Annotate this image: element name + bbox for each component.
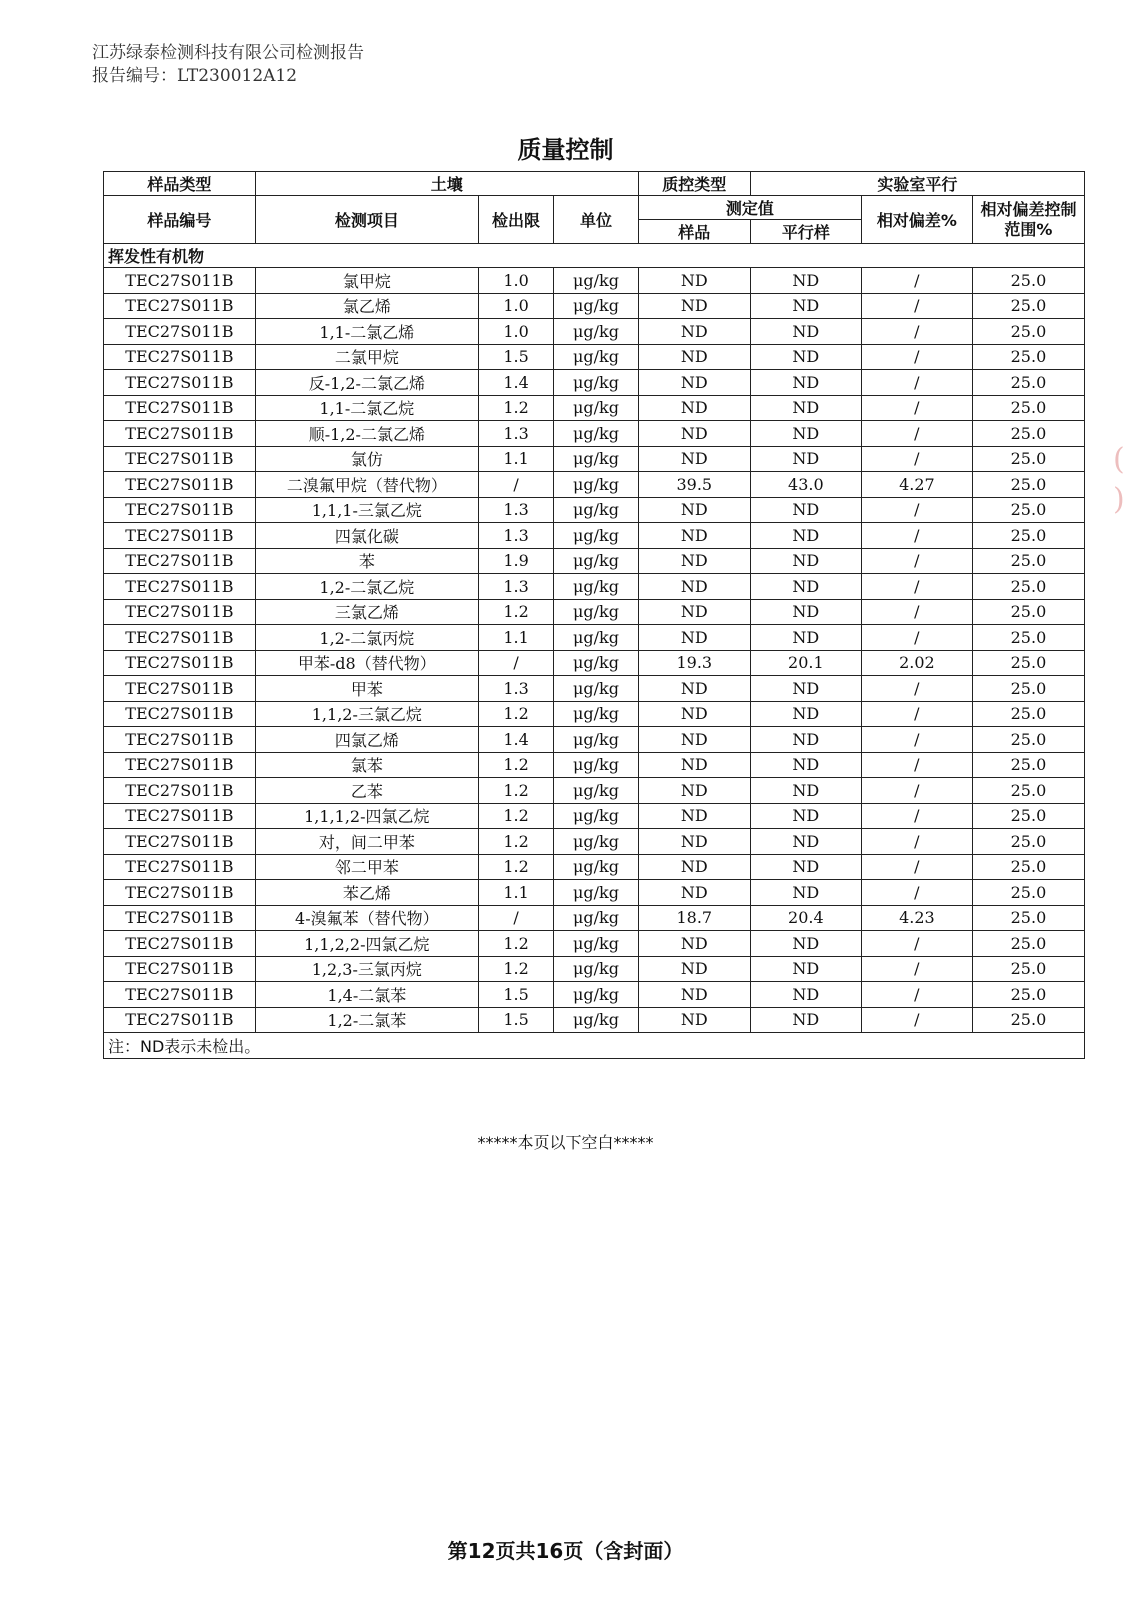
cell-item: 1,4-二氯苯 (255, 982, 478, 1008)
blank-below-note: *****本页以下空白***** (477, 1133, 654, 1152)
table-row (104, 344, 1085, 370)
table-row (104, 395, 1085, 421)
cell-parallel: ND (750, 778, 861, 804)
cell-limit: 1.3 (478, 421, 553, 447)
table-row (104, 778, 1085, 804)
cell-rd: / (861, 319, 972, 345)
cell-unit: μg/kg (554, 650, 639, 676)
table-row (104, 701, 1085, 727)
cell-id: TEC27S011B (104, 727, 256, 753)
cell-limit: 1.0 (478, 319, 553, 345)
table-row (104, 472, 1085, 498)
cell-rd: / (861, 931, 972, 957)
cell-range: 25.0 (972, 829, 1084, 855)
cell-item: 邻二甲苯 (255, 854, 478, 880)
cell-unit: μg/kg (554, 905, 639, 931)
cell-sample: 39.5 (638, 472, 750, 498)
company-name: 江苏绿泰检测科技有限公司检测报告 (92, 43, 364, 63)
cell-item: 四氯化碳 (255, 523, 478, 549)
cell-id: TEC27S011B (104, 1007, 256, 1033)
cell-id: TEC27S011B (104, 625, 256, 651)
cell-rd: / (861, 344, 972, 370)
cell-range: 25.0 (972, 268, 1084, 294)
cell-id: TEC27S011B (104, 548, 256, 574)
cell-unit: μg/kg (554, 497, 639, 523)
table-row (104, 293, 1085, 319)
table-row (104, 880, 1085, 906)
cell-parallel: ND (750, 829, 861, 855)
sample-type-value: 土壤 (255, 172, 638, 196)
cell-range: 25.0 (972, 599, 1084, 625)
cell-rd: / (861, 497, 972, 523)
table-note: 注：ND表示未检出。 (104, 1033, 1085, 1059)
cell-sample: ND (638, 523, 750, 549)
cell-limit: 1.1 (478, 446, 553, 472)
cell-item: 1,1,1,2-四氯乙烷 (255, 803, 478, 829)
table-row (104, 727, 1085, 753)
cell-rd: / (861, 676, 972, 702)
page-title: 质量控制 (517, 136, 614, 164)
cell-parallel: ND (750, 727, 861, 753)
cell-limit: 1.3 (478, 676, 553, 702)
cell-rd: / (861, 956, 972, 982)
cell-limit: 1.4 (478, 370, 553, 396)
cell-item: 1,2-二氯乙烷 (255, 574, 478, 600)
cell-rd: 4.27 (861, 472, 972, 498)
cell-unit: μg/kg (554, 701, 639, 727)
cell-range: 25.0 (972, 395, 1084, 421)
cell-id: TEC27S011B (104, 829, 256, 855)
cell-id: TEC27S011B (104, 650, 256, 676)
cell-rd: / (861, 268, 972, 294)
cell-parallel: ND (750, 319, 861, 345)
cell-item: 氯仿 (255, 446, 478, 472)
cell-parallel: ND (750, 1007, 861, 1033)
cell-unit: μg/kg (554, 574, 639, 600)
cell-sample: ND (638, 829, 750, 855)
cell-sample: ND (638, 319, 750, 345)
cell-id: TEC27S011B (104, 472, 256, 498)
cell-unit: μg/kg (554, 1007, 639, 1033)
table-row (104, 803, 1085, 829)
cell-limit: 1.1 (478, 880, 553, 906)
table-row (104, 446, 1085, 472)
cell-sample: ND (638, 1007, 750, 1033)
cell-parallel: ND (750, 956, 861, 982)
cell-id: TEC27S011B (104, 268, 256, 294)
cell-id: TEC27S011B (104, 523, 256, 549)
table-row (104, 956, 1085, 982)
cell-rd: / (861, 854, 972, 880)
cell-range: 25.0 (972, 293, 1084, 319)
cell-id: TEC27S011B (104, 803, 256, 829)
cell-parallel: ND (750, 701, 861, 727)
cell-limit: / (478, 905, 553, 931)
cell-item: 顺-1,2-二氯乙烯 (255, 421, 478, 447)
cell-rd: / (861, 421, 972, 447)
cell-item: 氯苯 (255, 752, 478, 778)
cell-rd: 2.02 (861, 650, 972, 676)
measured-header: 测定值 (638, 196, 861, 220)
cell-parallel: ND (750, 446, 861, 472)
cell-item: 甲苯 (255, 676, 478, 702)
cell-range: 25.0 (972, 472, 1084, 498)
cell-id: TEC27S011B (104, 854, 256, 880)
limit-header: 检出限 (478, 196, 553, 244)
cell-id: TEC27S011B (104, 905, 256, 931)
qc-type-label: 质控类型 (638, 172, 750, 196)
cell-unit: μg/kg (554, 421, 639, 447)
table-row (104, 319, 1085, 345)
cell-id: TEC27S011B (104, 676, 256, 702)
cell-sample: ND (638, 574, 750, 600)
cell-sample: 19.3 (638, 650, 750, 676)
cell-unit: μg/kg (554, 523, 639, 549)
cell-item: 1,1,1-三氯乙烷 (255, 497, 478, 523)
cell-limit: 1.9 (478, 548, 553, 574)
table-row (104, 676, 1085, 702)
cell-rd: / (861, 880, 972, 906)
cell-limit: 1.2 (478, 956, 553, 982)
cell-item: 1,2-二氯苯 (255, 1007, 478, 1033)
cell-parallel: ND (750, 344, 861, 370)
cell-unit: μg/kg (554, 727, 639, 753)
cell-id: TEC27S011B (104, 778, 256, 804)
table-row (104, 497, 1085, 523)
seal-stamp-edge: ( ) (1113, 442, 1125, 517)
cell-range: 25.0 (972, 727, 1084, 753)
cell-sample: 18.7 (638, 905, 750, 931)
cell-sample: ND (638, 803, 750, 829)
cell-sample: ND (638, 344, 750, 370)
unit-header: 单位 (554, 196, 639, 244)
cell-sample: ND (638, 880, 750, 906)
cell-range: 25.0 (972, 982, 1084, 1008)
table-note-row (104, 1033, 1085, 1059)
table-row (104, 905, 1085, 931)
cell-id: TEC27S011B (104, 599, 256, 625)
cell-rd: / (861, 1007, 972, 1033)
cell-limit: 1.2 (478, 829, 553, 855)
cell-rd: / (861, 395, 972, 421)
cell-item: 二氯甲烷 (255, 344, 478, 370)
cell-limit: 1.2 (478, 395, 553, 421)
cell-sample: ND (638, 599, 750, 625)
cell-sample: ND (638, 625, 750, 651)
cell-unit: μg/kg (554, 803, 639, 829)
cell-parallel: ND (750, 803, 861, 829)
cell-limit: / (478, 472, 553, 498)
cell-sample: ND (638, 982, 750, 1008)
table-row (104, 523, 1085, 549)
cell-id: TEC27S011B (104, 701, 256, 727)
cell-limit: 1.3 (478, 574, 553, 600)
cell-id: TEC27S011B (104, 395, 256, 421)
cell-parallel: ND (750, 574, 861, 600)
cell-limit: 1.2 (478, 931, 553, 957)
table-row (104, 931, 1085, 957)
cell-item: 对，间二甲苯 (255, 829, 478, 855)
cell-unit: μg/kg (554, 854, 639, 880)
cell-range: 25.0 (972, 880, 1084, 906)
cell-item: 1,2,3-三氯丙烷 (255, 956, 478, 982)
cell-limit: 1.5 (478, 982, 553, 1008)
cell-unit: μg/kg (554, 268, 639, 294)
cell-item: 乙苯 (255, 778, 478, 804)
cell-item: 1,1-二氯乙烯 (255, 319, 478, 345)
cell-parallel: ND (750, 982, 861, 1008)
rel-dev-header: 相对偏差% (861, 196, 972, 244)
cell-rd: / (861, 293, 972, 319)
cell-parallel: 43.0 (750, 472, 861, 498)
table-row (104, 752, 1085, 778)
cell-item: 1,1-二氯乙烷 (255, 395, 478, 421)
cell-sample: ND (638, 931, 750, 957)
table-row (104, 1007, 1085, 1033)
cell-id: TEC27S011B (104, 293, 256, 319)
cell-range: 25.0 (972, 548, 1084, 574)
cell-unit: μg/kg (554, 472, 639, 498)
cell-range: 25.0 (972, 931, 1084, 957)
cell-unit: μg/kg (554, 931, 639, 957)
cell-unit: μg/kg (554, 599, 639, 625)
cell-item: 1,2-二氯丙烷 (255, 625, 478, 651)
cell-id: TEC27S011B (104, 574, 256, 600)
ctrl-range-header: 相对偏差控制范围% (972, 196, 1084, 244)
cell-parallel: ND (750, 268, 861, 294)
cell-parallel: ND (750, 625, 861, 651)
table-row (104, 599, 1085, 625)
cell-sample: ND (638, 956, 750, 982)
cell-unit: μg/kg (554, 548, 639, 574)
page-footer: 第12页共16页（含封面） (447, 1539, 684, 1563)
cell-rd: / (861, 829, 972, 855)
cell-unit: μg/kg (554, 778, 639, 804)
cell-limit: 1.0 (478, 268, 553, 294)
cell-sample: ND (638, 676, 750, 702)
sample-type-label: 样品类型 (104, 172, 256, 196)
cell-item: 1,1,2,2-四氯乙烷 (255, 931, 478, 957)
section-title: 挥发性有机物 (104, 244, 1085, 268)
cell-range: 25.0 (972, 625, 1084, 651)
qc-table (103, 171, 1085, 1059)
cell-parallel: ND (750, 548, 861, 574)
cell-parallel: 20.1 (750, 650, 861, 676)
cell-range: 25.0 (972, 344, 1084, 370)
sample-id-header: 样品编号 (104, 196, 256, 244)
cell-limit: 1.3 (478, 523, 553, 549)
cell-rd: / (861, 370, 972, 396)
cell-id: TEC27S011B (104, 370, 256, 396)
cell-range: 25.0 (972, 446, 1084, 472)
cell-item: 1,1,2-三氯乙烷 (255, 701, 478, 727)
cell-limit: 1.2 (478, 752, 553, 778)
cell-range: 25.0 (972, 497, 1084, 523)
cell-sample: ND (638, 778, 750, 804)
cell-sample: ND (638, 370, 750, 396)
cell-limit: 1.2 (478, 803, 553, 829)
cell-range: 25.0 (972, 778, 1084, 804)
cell-item: 四氯乙烯 (255, 727, 478, 753)
cell-unit: μg/kg (554, 956, 639, 982)
cell-unit: μg/kg (554, 446, 639, 472)
cell-parallel: ND (750, 370, 861, 396)
cell-limit: 1.2 (478, 854, 553, 880)
cell-range: 25.0 (972, 1007, 1084, 1033)
cell-unit: μg/kg (554, 395, 639, 421)
cell-rd: / (861, 523, 972, 549)
cell-id: TEC27S011B (104, 931, 256, 957)
cell-unit: μg/kg (554, 370, 639, 396)
cell-item: 反-1,2-二氯乙烯 (255, 370, 478, 396)
cell-range: 25.0 (972, 905, 1084, 931)
cell-parallel: ND (750, 421, 861, 447)
cell-sample: ND (638, 497, 750, 523)
cell-item: 二溴氟甲烷（替代物） (255, 472, 478, 498)
cell-rd: 4.23 (861, 905, 972, 931)
qc-type-value: 实验室平行 (750, 172, 1084, 196)
cell-range: 25.0 (972, 523, 1084, 549)
cell-sample: ND (638, 446, 750, 472)
cell-parallel: ND (750, 880, 861, 906)
cell-unit: μg/kg (554, 880, 639, 906)
cell-limit: 1.2 (478, 599, 553, 625)
cell-sample: ND (638, 727, 750, 753)
cell-limit: 1.5 (478, 1007, 553, 1033)
cell-rd: / (861, 599, 972, 625)
cell-item: 苯乙烯 (255, 880, 478, 906)
cell-range: 25.0 (972, 752, 1084, 778)
cell-sample: ND (638, 548, 750, 574)
cell-rd: / (861, 982, 972, 1008)
cell-unit: μg/kg (554, 676, 639, 702)
cell-id: TEC27S011B (104, 880, 256, 906)
cell-sample: ND (638, 395, 750, 421)
cell-range: 25.0 (972, 319, 1084, 345)
parallel-header: 平行样 (750, 220, 861, 244)
cell-range: 25.0 (972, 676, 1084, 702)
cell-range: 25.0 (972, 421, 1084, 447)
cell-rd: / (861, 803, 972, 829)
cell-parallel: ND (750, 931, 861, 957)
cell-parallel: ND (750, 752, 861, 778)
cell-limit: 1.2 (478, 701, 553, 727)
cell-rd: / (861, 625, 972, 651)
cell-sample: ND (638, 293, 750, 319)
cell-sample: ND (638, 752, 750, 778)
cell-range: 25.0 (972, 574, 1084, 600)
report-header (92, 42, 364, 88)
cell-parallel: ND (750, 497, 861, 523)
cell-unit: μg/kg (554, 982, 639, 1008)
cell-item: 甲苯-d8（替代物） (255, 650, 478, 676)
cell-limit: / (478, 650, 553, 676)
cell-rd: / (861, 752, 972, 778)
cell-item: 氯甲烷 (255, 268, 478, 294)
table-row (104, 650, 1085, 676)
table-row (104, 574, 1085, 600)
cell-limit: 1.5 (478, 344, 553, 370)
report-number: 报告编号：LT230012A12 (92, 66, 298, 86)
cell-id: TEC27S011B (104, 752, 256, 778)
cell-item: 氯乙烯 (255, 293, 478, 319)
cell-parallel: ND (750, 523, 861, 549)
cell-parallel: 20.4 (750, 905, 861, 931)
cell-limit: 1.4 (478, 727, 553, 753)
cell-limit: 1.2 (478, 778, 553, 804)
cell-parallel: ND (750, 676, 861, 702)
cell-unit: μg/kg (554, 752, 639, 778)
cell-range: 25.0 (972, 370, 1084, 396)
cell-parallel: ND (750, 395, 861, 421)
cell-parallel: ND (750, 293, 861, 319)
cell-range: 25.0 (972, 956, 1084, 982)
cell-sample: ND (638, 421, 750, 447)
cell-item: 4-溴氟苯（替代物） (255, 905, 478, 931)
cell-unit: μg/kg (554, 319, 639, 345)
cell-limit: 1.3 (478, 497, 553, 523)
cell-id: TEC27S011B (104, 982, 256, 1008)
cell-rd: / (861, 574, 972, 600)
cell-parallel: ND (750, 599, 861, 625)
cell-id: TEC27S011B (104, 446, 256, 472)
cell-id: TEC27S011B (104, 344, 256, 370)
cell-rd: / (861, 446, 972, 472)
cell-range: 25.0 (972, 854, 1084, 880)
cell-range: 25.0 (972, 803, 1084, 829)
cell-rd: / (861, 778, 972, 804)
table-row (104, 421, 1085, 447)
cell-sample: ND (638, 854, 750, 880)
cell-id: TEC27S011B (104, 956, 256, 982)
table-row (104, 625, 1085, 651)
sample-header: 样品 (638, 220, 750, 244)
cell-unit: μg/kg (554, 344, 639, 370)
table-row (104, 854, 1085, 880)
table-row (104, 268, 1085, 294)
table-row (104, 370, 1085, 396)
cell-id: TEC27S011B (104, 319, 256, 345)
cell-item: 苯 (255, 548, 478, 574)
cell-limit: 1.0 (478, 293, 553, 319)
cell-range: 25.0 (972, 650, 1084, 676)
cell-rd: / (861, 701, 972, 727)
table-row (104, 982, 1085, 1008)
cell-id: TEC27S011B (104, 497, 256, 523)
cell-unit: μg/kg (554, 625, 639, 651)
item-header: 检测项目 (255, 196, 478, 244)
cell-range: 25.0 (972, 701, 1084, 727)
cell-sample: ND (638, 701, 750, 727)
cell-parallel: ND (750, 854, 861, 880)
cell-unit: μg/kg (554, 293, 639, 319)
cell-sample: ND (638, 268, 750, 294)
cell-rd: / (861, 727, 972, 753)
cell-unit: μg/kg (554, 829, 639, 855)
table-row (104, 829, 1085, 855)
cell-rd: / (861, 548, 972, 574)
cell-item: 三氯乙烯 (255, 599, 478, 625)
cell-id: TEC27S011B (104, 421, 256, 447)
cell-limit: 1.1 (478, 625, 553, 651)
table-row (104, 548, 1085, 574)
